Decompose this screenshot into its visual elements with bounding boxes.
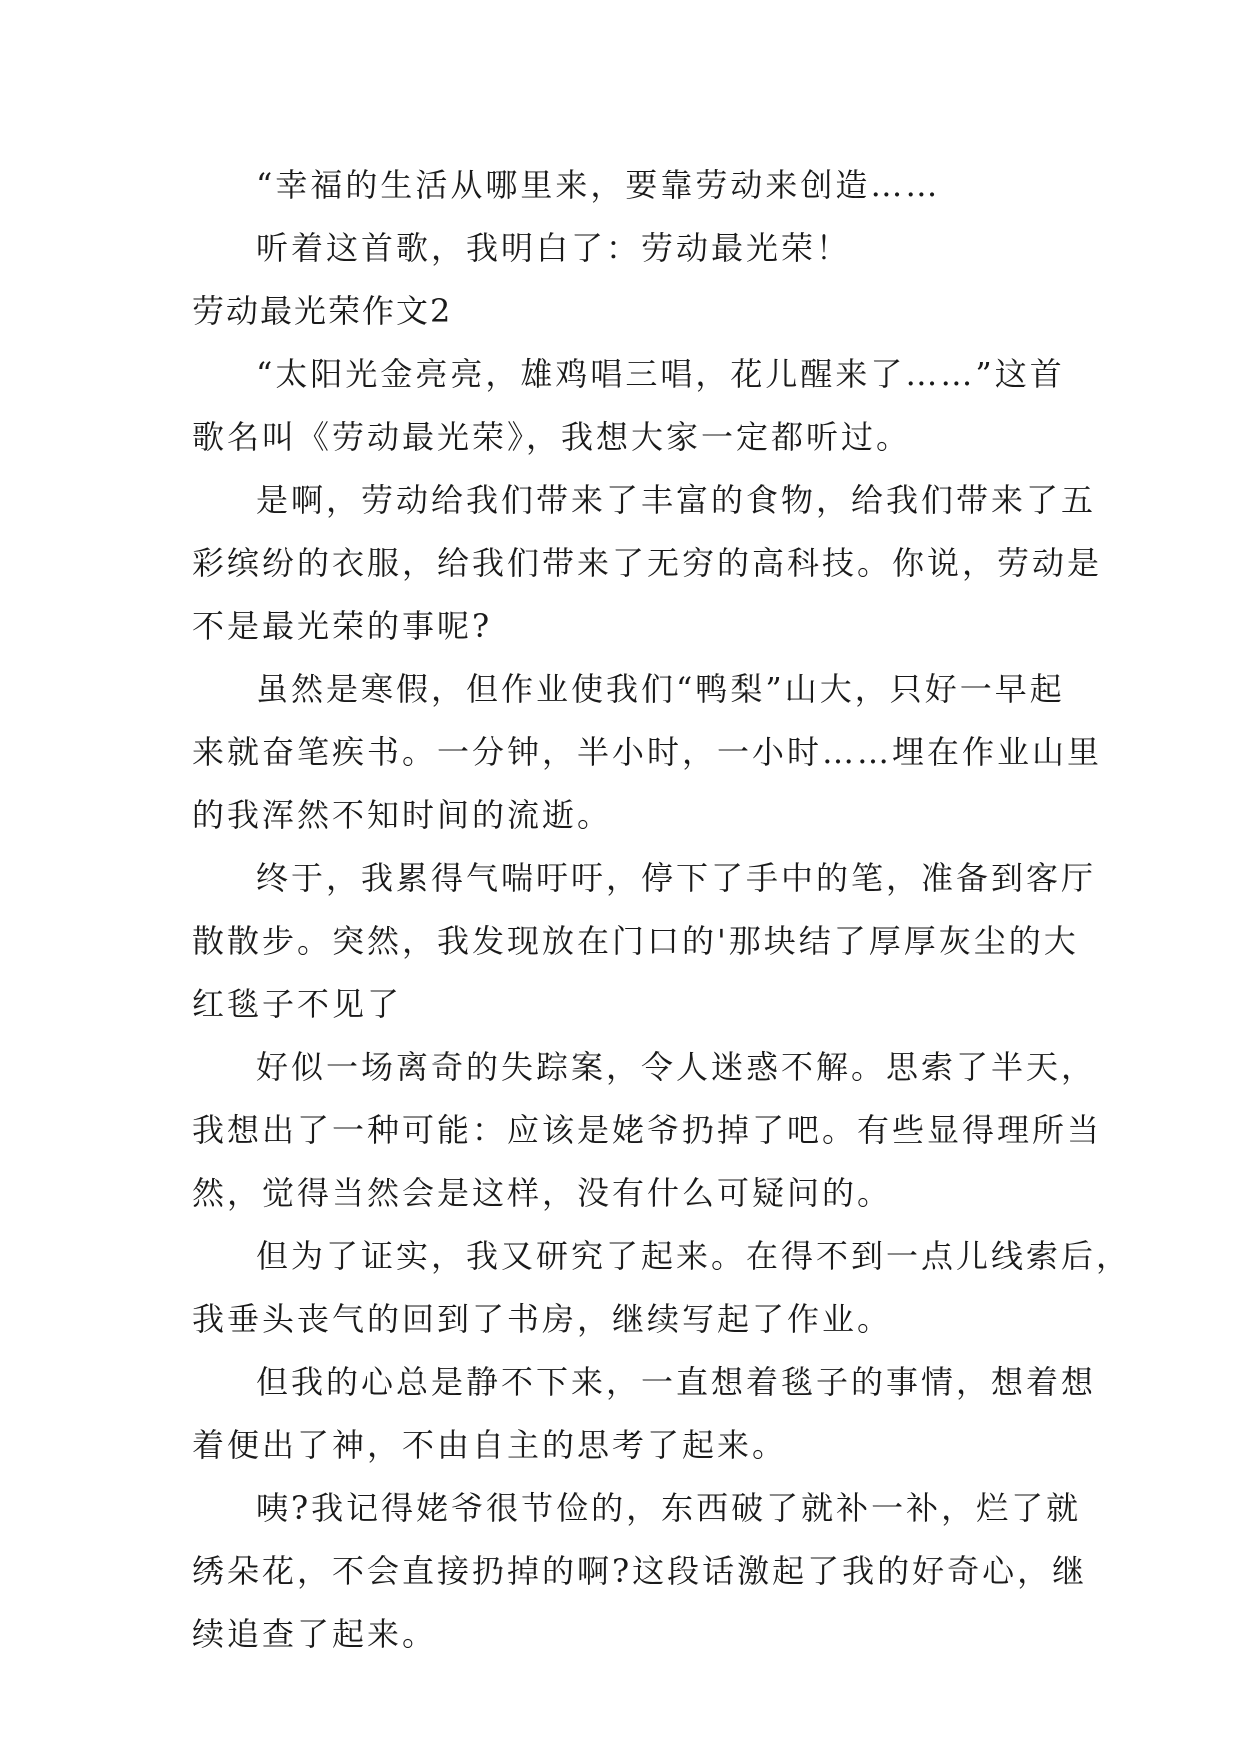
paragraph-line: 但我的心总是静不下来，一直想着毯子的事情，想着想 [256,1363,1097,1401]
paragraph-line: 我想出了一种可能：应该是姥爷扔掉了吧。有些显得理所当 [192,1111,1103,1149]
paragraph-line: 的我浑然不知时间的流逝。 [192,796,613,834]
paragraph-line: 然，觉得当然会是这样，没有什么可疑问的。 [192,1174,893,1212]
paragraph-line: 好似一场离奇的失踪案，令人迷惑不解。思索了半天， [256,1048,1097,1086]
paragraph-line: 散散步。突然，我发现放在门口的'那块结了厚厚灰尘的大 [192,922,1079,960]
paragraph-line: 听着这首歌，我明白了：劳动最光荣！ [256,229,852,267]
paragraph-line: 红毯子不见了 [192,985,403,1023]
section-heading: 劳动最光荣作文2 [192,292,453,330]
paragraph-line: 不是最光荣的事呢? [192,607,493,645]
paragraph-line: 咦?我记得姥爷很节俭的，东西破了就补一补，烂了就 [256,1489,1082,1527]
paragraph-line: 但为了证实，我又研究了起来。在得不到一点儿线索后， [256,1237,1132,1275]
paragraph-line: 续追查了起来。 [192,1615,438,1653]
paragraph-line: 我垂头丧气的回到了书房，继续写起了作业。 [192,1300,893,1338]
paragraph-line: 终于，我累得气喘吁吁，停下了手中的笔，准备到客厅 [256,859,1097,897]
paragraph-line: 绣朵花，不会直接扔掉的啊?这段话激起了我的好奇心，继 [192,1552,1088,1590]
paragraph-line: 着便出了神，不由自主的思考了起来。 [192,1426,788,1464]
document-page [192,154,1132,1666]
paragraph-line: “太阳光金亮亮，雄鸡唱三唱，花儿醒来了……”这首 [256,355,1065,393]
paragraph-line: 来就奋笔疾书。一分钟，半小时，一小时……埋在作业山里 [192,733,1103,771]
paragraph-line: 彩缤纷的衣服，给我们带来了无穷的高科技。你说，劳动是 [192,544,1103,582]
paragraph-line: 是啊，劳动给我们带来了丰富的食物，给我们带来了五 [256,481,1097,519]
paragraph-line: 虽然是寒假，但作业使我们“鸭梨”山大，只好一早起 [256,670,1065,708]
paragraph-line: 歌名叫《劳动最光荣》，我想大家一定都听过。 [192,418,912,456]
paragraph-line: “幸福的生活从哪里来，要靠劳动来创造…… [256,166,941,204]
